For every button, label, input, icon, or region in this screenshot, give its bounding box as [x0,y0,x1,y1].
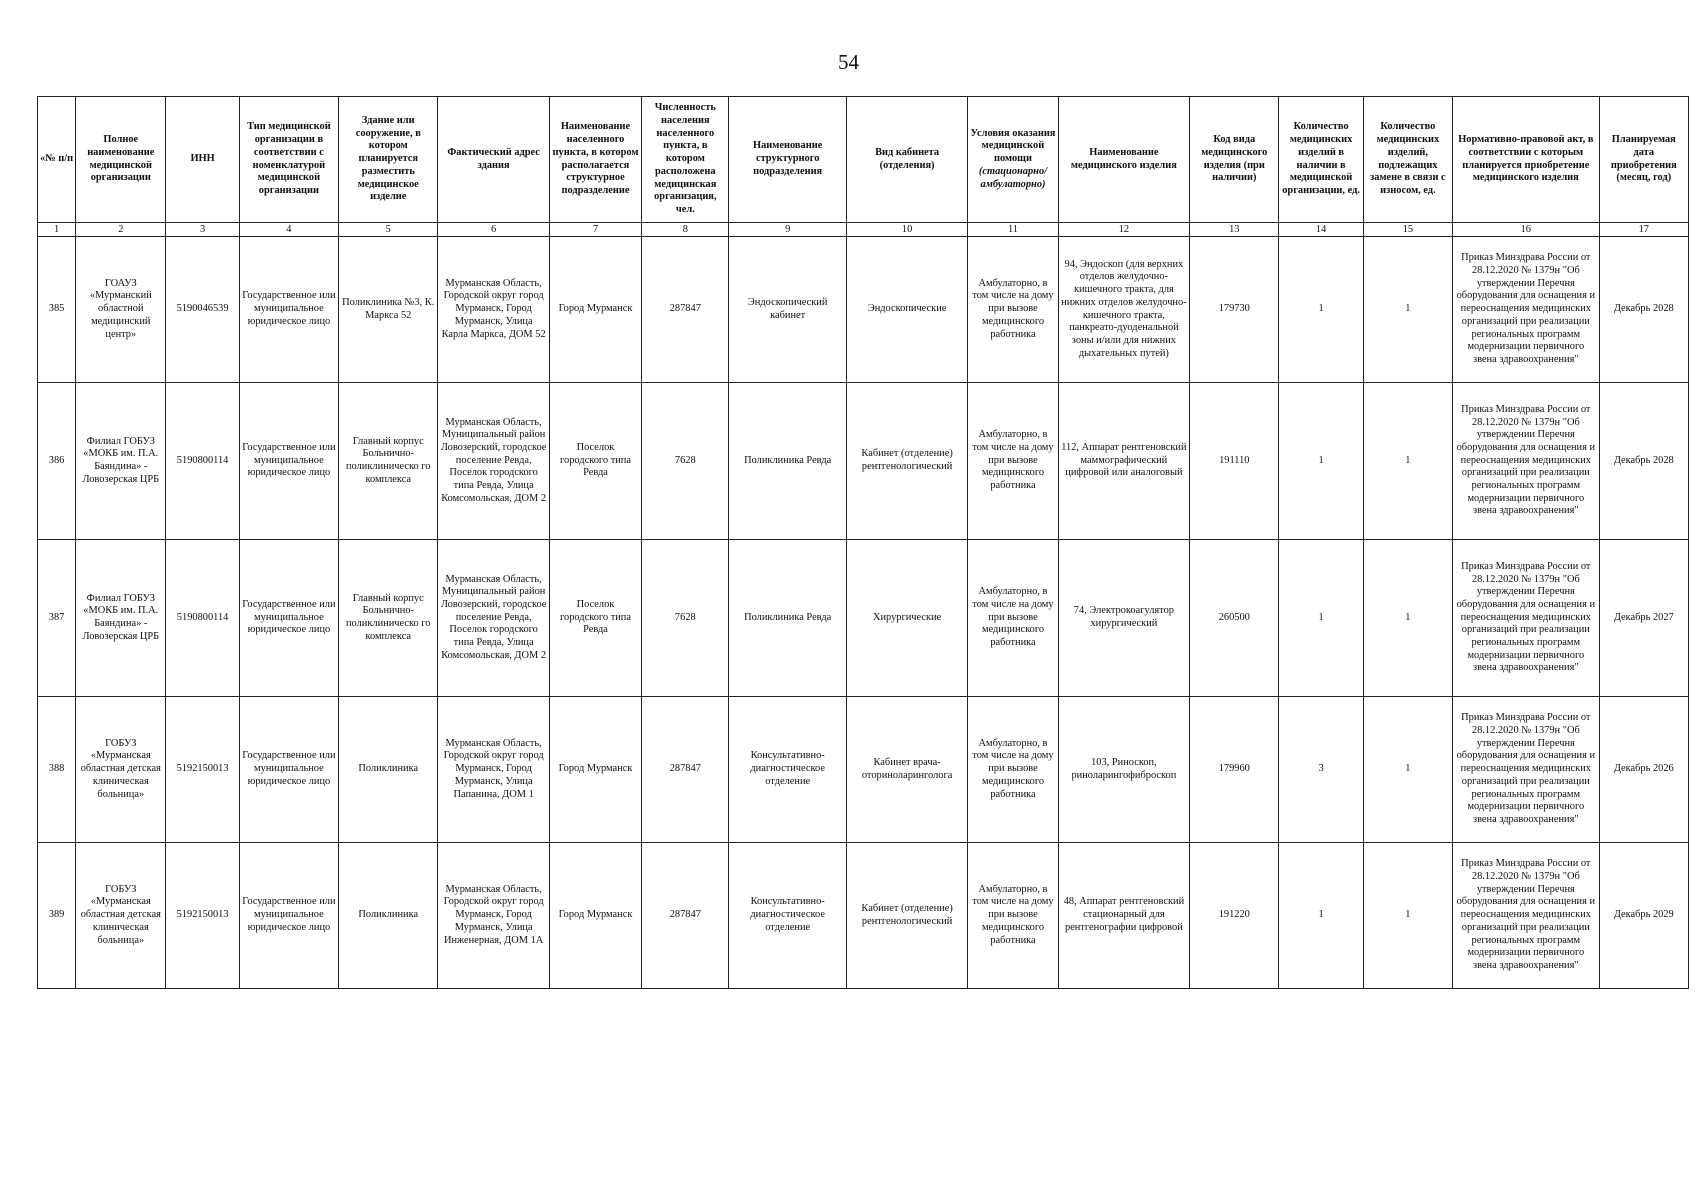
column-number: 6 [438,223,549,237]
cell-qty-have: 1 [1279,540,1363,697]
cell-code: 179730 [1190,237,1279,383]
header-cell: Количество медицинских изделий в наличии в медицинской организации, ед. [1279,97,1363,223]
column-number: 15 [1363,223,1452,237]
cell-type: Государственное или муниципальное юридическое лицо [239,237,338,383]
cell-conditions: Амбулаторно, в том числе на дому при вызове медицинского работника [968,843,1058,989]
cell-number: 388 [38,697,76,843]
cell-act: Приказ Минздрава России от 28.12.2020 № 1379н "Об утверждении Перечня оборудования для оснащения и переоснащения медицинских организаций при реализации региональных программ модернизации первичного звена здравоохранения" [1453,540,1600,697]
column-number: 2 [76,223,166,237]
cell-number: 389 [38,843,76,989]
cell-building: Главный корпус Больнично-поликлиническо го комплекса [339,383,438,540]
header-cell: Вид кабинета (отделения) [846,97,967,223]
cell-conditions: Амбулаторно, в том числе на дому при вызове медицинского работника [968,237,1058,383]
cell-inn: 5190800114 [166,383,239,540]
cell-population: 7628 [642,540,729,697]
cell-population: 287847 [642,843,729,989]
header-cell: Здание или сооружение, в котором планируется разместить медицинское изделие [339,97,438,223]
cell-device: 48, Аппарат рентгеновский стационарный для рентгенографии цифровой [1058,843,1189,989]
cell-building: Поликлиника [339,843,438,989]
column-number: 13 [1190,223,1279,237]
cell-device: 94, Эндоскоп (для верхних отделов желудочно- кишечного тракта, для нижних отделов желудочно-кишечного тракта, панкреато-дуоденальной зоны и/или для нижних дыхательных путей) [1058,237,1189,383]
cell-qty-have: 1 [1279,383,1363,540]
cell-qty-replace: 1 [1363,237,1452,383]
cell-qty-replace: 1 [1363,383,1452,540]
header-conditions-italic: (стационарно/ амбулаторно) [978,165,1048,190]
cell-number: 387 [38,540,76,697]
cell-address: Мурманская Область, Городской округ город Мурманск, Город Мурманск, Улица Папанина, ДОМ 1 [438,697,549,843]
cell-qty-have: 3 [1279,697,1363,843]
cell-qty-replace: 1 [1363,843,1452,989]
cell-code: 260500 [1190,540,1279,697]
header-cell: ИНН [166,97,239,223]
cell-cabinet: Эндоскопические [846,237,967,383]
table-row [38,697,1689,843]
cell-act: Приказ Минздрава России от 28.12.2020 № 1379н "Об утверждении Перечня оборудования для оснащения и переоснащения медицинских организаций при реализации региональных программ модернизации первичного звена здравоохранения" [1453,843,1600,989]
cell-inn: 5192150013 [166,697,239,843]
cell-division: Консультативно-диагностическое отделение [729,697,846,843]
cell-device: 103, Риноскоп, риноларингофиброскоп [1058,697,1189,843]
column-number: 1 [38,223,76,237]
header-cell: Код вида медицинского изделия (при наличии) [1190,97,1279,223]
cell-locality: Поселок городского типа Ревда [549,383,641,540]
cell-qty-have: 1 [1279,843,1363,989]
column-number: 14 [1279,223,1363,237]
column-number: 8 [642,223,729,237]
table-row [38,540,1689,697]
cell-act: Приказ Минздрава России от 28.12.2020 № 1379н "Об утверждении Перечня оборудования для оснащения и переоснащения медицинских организаций при реализации региональных программ модернизации первичного звена здравоохранения" [1453,383,1600,540]
cell-cabinet: Хирургические [846,540,967,697]
cell-inn: 5192150013 [166,843,239,989]
table-row [38,843,1689,989]
cell-division: Консультативно-диагностическое отделение [729,843,846,989]
cell-org: ГОБУЗ «Мурманская областная детская клиническая больница» [76,697,166,843]
column-number: 9 [729,223,846,237]
cell-cabinet: Кабинет (отделение) рентгенологический [846,383,967,540]
header-cell: Количество медицинских изделий, подлежащих замене в связи с износом, ед. [1363,97,1452,223]
cell-cabinet: Кабинет (отделение) рентгенологический [846,843,967,989]
cell-population: 287847 [642,237,729,383]
column-number: 10 [846,223,967,237]
header-cell: Численность населения населенного пункта, в котором расположена медицинская организация, чел. [642,97,729,223]
header-row [38,97,1689,223]
cell-org: Филиал ГОБУЗ «МОКБ им. П.А. Баяндина» - Ловозерская ЦРБ [76,383,166,540]
cell-code: 191220 [1190,843,1279,989]
table-row [38,383,1689,540]
page-number: 54 [838,50,859,74]
cell-type: Государственное или муниципальное юридическое лицо [239,383,338,540]
cell-population: 7628 [642,383,729,540]
header-cell: Планируемая дата приобретения (месяц, год) [1599,97,1688,223]
cell-number: 385 [38,237,76,383]
cell-building: Поликлиника №3, К. Маркса 52 [339,237,438,383]
header-cell: Наименование структурного подразделения [729,97,846,223]
cell-address: Мурманская Область, Муниципальный район Ловозерский, городское поселение Ревда, Поселок городского типа Ревда, Улица Комсомольская, ДОМ 2 [438,383,549,540]
cell-qty-have: 1 [1279,237,1363,383]
equipment-table [37,96,1689,989]
header-cell: Тип медицинской организации в соответствии с номенклатурой медицинской организации [239,97,338,223]
cell-type: Государственное или муниципальное юридическое лицо [239,540,338,697]
header-cell: Полное наименование медицинской организации [76,97,166,223]
header-cell: Фактический адрес здания [438,97,549,223]
cell-division: Эндоскопический кабинет [729,237,846,383]
cell-division: Поликлиника Ревда [729,540,846,697]
header-cell: Наименование медицинского изделия [1058,97,1189,223]
table-row [38,237,1689,383]
cell-qty-replace: 1 [1363,540,1452,697]
column-number-row [38,223,1689,237]
cell-locality: Поселок городского типа Ревда [549,540,641,697]
header-cell-conditions [968,97,1058,223]
cell-building: Главный корпус Больнично-поликлиническо го комплекса [339,540,438,697]
cell-locality: Город Мурманск [549,843,641,989]
cell-locality: Город Мурманск [549,237,641,383]
cell-qty-replace: 1 [1363,697,1452,843]
column-number: 16 [1453,223,1600,237]
cell-code: 179960 [1190,697,1279,843]
column-number: 5 [339,223,438,237]
cell-act: Приказ Минздрава России от 28.12.2020 № 1379н "Об утверждении Перечня оборудования для оснащения и переоснащения медицинских организаций при реализации региональных программ модернизации первичного звена здравоохранения" [1453,697,1600,843]
cell-date: Декабрь 2027 [1599,540,1688,697]
header-cell: Наименование населенного пункта, в котором располагается структурное подразделение [549,97,641,223]
cell-building: Поликлиника [339,697,438,843]
column-number: 11 [968,223,1058,237]
header-conditions-text: Условия оказания медицинской помощи [970,127,1056,165]
cell-conditions: Амбулаторно, в том числе на дому при вызове медицинского работника [968,383,1058,540]
header-cell: «№ п/п [38,97,76,223]
cell-org: Филиал ГОБУЗ «МОКБ им. П.А. Баяндина» - Ловозерская ЦРБ [76,540,166,697]
column-number: 7 [549,223,641,237]
cell-address: Мурманская Область, Городской округ город Мурманск, Город Мурманск, Улица Инженерная, ДОМ 1А [438,843,549,989]
column-number: 4 [239,223,338,237]
cell-device: 112, Аппарат рентгеновский маммографический цифровой или аналоговый [1058,383,1189,540]
cell-number: 386 [38,383,76,540]
cell-code: 191110 [1190,383,1279,540]
column-number: 3 [166,223,239,237]
column-number: 17 [1599,223,1688,237]
cell-date: Декабрь 2028 [1599,237,1688,383]
cell-address: Мурманская Область, Городской округ город Мурманск, Город Мурманск, Улица Карла Маркса, ДОМ 52 [438,237,549,383]
header-cell: Нормативно-правовой акт, в соответствии с которым планируется приобретение медицинского изделия [1453,97,1600,223]
cell-device: 74, Электрокоагулятор хирургический [1058,540,1189,697]
cell-division: Поликлиника Ревда [729,383,846,540]
cell-population: 287847 [642,697,729,843]
cell-act: Приказ Минздрава России от 28.12.2020 № 1379н "Об утверждении Перечня оборудования для оснащения и переоснащения медицинских организаций при реализации региональных программ модернизации первичного звена здравоохранения" [1453,237,1600,383]
cell-date: Декабрь 2028 [1599,383,1688,540]
cell-conditions: Амбулаторно, в том числе на дому при вызове медицинского работника [968,540,1058,697]
cell-inn: 5190800114 [166,540,239,697]
cell-org: ГОАУЗ «Мурманский областной медицинский центр» [76,237,166,383]
column-number: 12 [1058,223,1189,237]
cell-type: Государственное или муниципальное юридическое лицо [239,843,338,989]
cell-date: Декабрь 2026 [1599,697,1688,843]
cell-org: ГОБУЗ «Мурманская областная детская клиническая больница» [76,843,166,989]
cell-conditions: Амбулаторно, в том числе на дому при вызове медицинского работника [968,697,1058,843]
cell-locality: Город Мурманск [549,697,641,843]
cell-address: Мурманская Область, Муниципальный район Ловозерский, городское поселение Ревда, Поселок городского типа Ревда, Улица Комсомольская, ДОМ 2 [438,540,549,697]
cell-inn: 5190046539 [166,237,239,383]
cell-cabinet: Кабинет врача-оториноларинголога [846,697,967,843]
cell-date: Декабрь 2029 [1599,843,1688,989]
cell-type: Государственное или муниципальное юридическое лицо [239,697,338,843]
